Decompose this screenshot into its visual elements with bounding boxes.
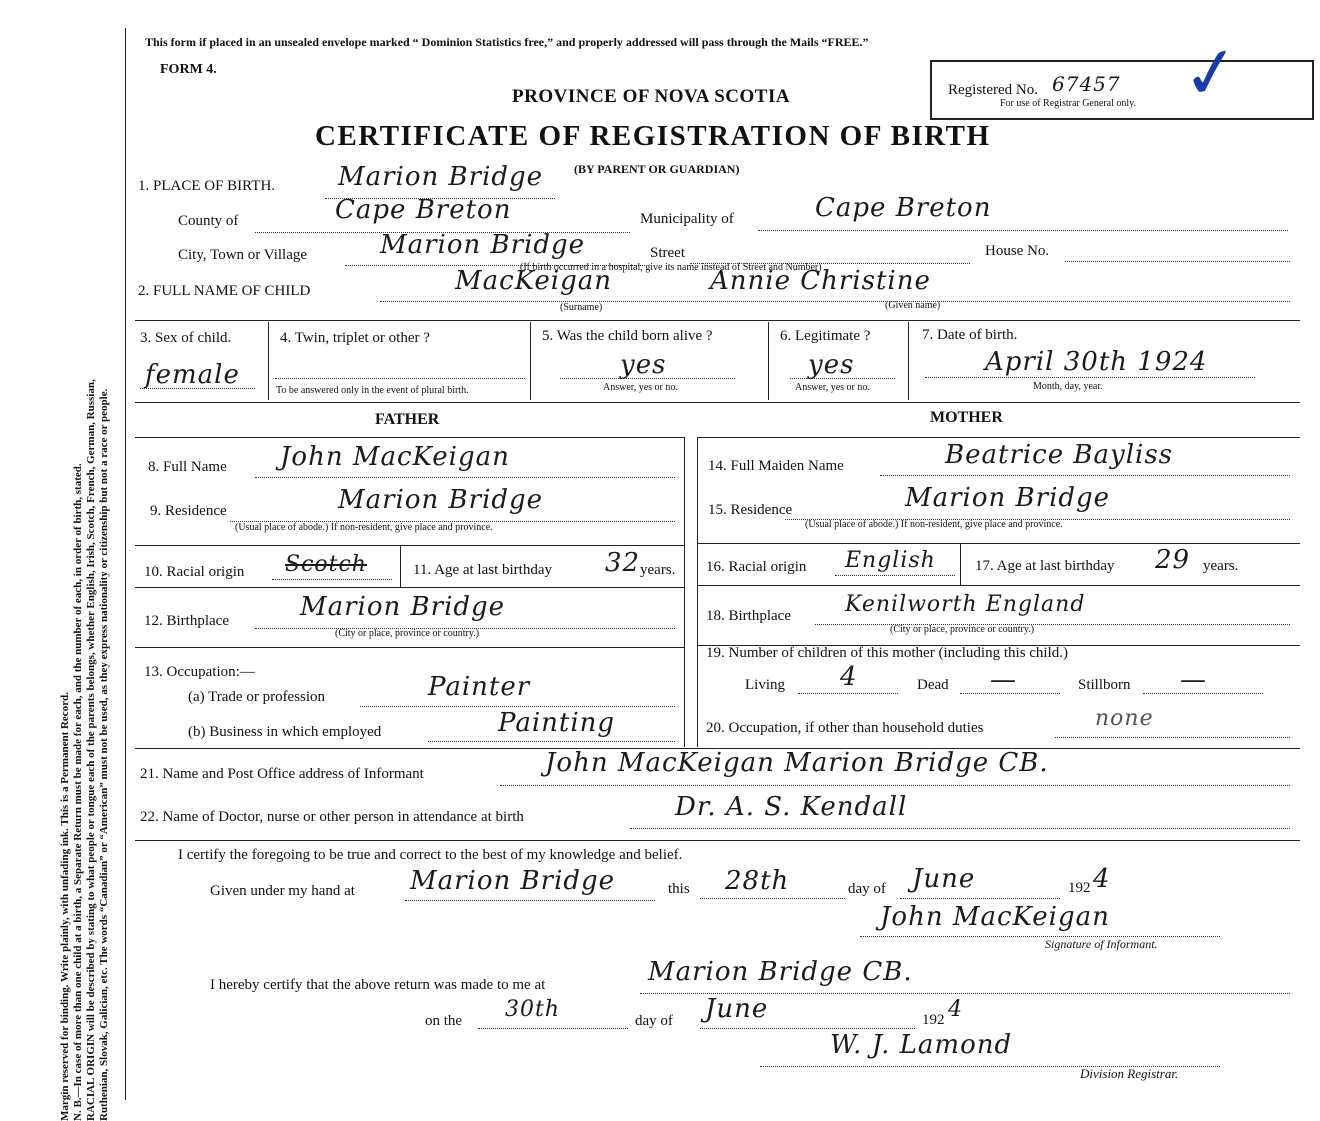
father-residence-value: Marion Bridge: [338, 485, 544, 515]
given-caption: (Given name): [885, 300, 941, 311]
place-label: 1. PLACE OF BIRTH.: [138, 178, 276, 194]
father-business-value: Painting: [498, 708, 616, 738]
father-age-label: 11. Age at last birthday: [413, 562, 552, 578]
dob-value: April 30th 1924: [985, 347, 1208, 377]
twin-label: 4. Twin, triplet or other ?: [280, 330, 430, 346]
father-birthplace-value: Marion Bridge: [300, 592, 506, 622]
year-suffix: 4: [1093, 864, 1111, 894]
house-label: House No.: [985, 243, 1050, 259]
dead-label: Dead: [917, 677, 949, 693]
legit-note: Answer, yes or no.: [795, 382, 870, 393]
registrar-text: I hereby certify that the above return was made to me at: [210, 977, 546, 993]
father-heading: FATHER: [375, 411, 440, 428]
father-business-label: (b) Business in which employed: [188, 724, 382, 740]
stillborn-value: —: [1180, 665, 1207, 695]
registered-box: [930, 28, 1314, 120]
registrar-day: 30th: [505, 997, 561, 1022]
certify-text: I certify the foregoing to be true and correct to the best of my knowledge and belief.: [178, 847, 683, 863]
registrar-year-suffix: 4: [948, 997, 963, 1022]
mother-years: years.: [1203, 558, 1239, 574]
given-label: Given under my hand at: [210, 883, 355, 899]
county-label: County of: [178, 213, 239, 229]
father-name-label: 8. Full Name: [148, 459, 227, 475]
mother-birthplace-label: 18. Birthplace: [706, 608, 791, 624]
father-residence-label: 9. Residence: [150, 503, 227, 519]
mother-age-value: 29: [1155, 545, 1191, 575]
living-value: 4: [840, 662, 858, 692]
father-trade-label: (a) Trade or profession: [188, 689, 326, 705]
alive-label: 5. Was the child born alive ?: [542, 328, 713, 344]
given-day: 28th: [725, 866, 790, 896]
doctor-label: 22. Name of Doctor, nurse or other person in attendance at birth: [140, 809, 524, 825]
signature-caption: Signature of Informant.: [1045, 937, 1158, 951]
registrar-note: For use of Registrar General only.: [1000, 98, 1136, 109]
registrar-day-of: day of: [635, 1013, 673, 1029]
alive-note: Answer, yes or no.: [603, 382, 678, 393]
informant-label: 21. Name and Post Office address of Informant: [140, 766, 424, 782]
child-given-name: Annie Christine: [710, 266, 931, 296]
year-prefix: 192: [1068, 880, 1091, 896]
street-label: Street: [650, 245, 685, 261]
mother-residence-note: (Usual place of abode.) If non-resident, give place and province.: [805, 519, 1063, 530]
check-mark-icon: ✓: [1176, 28, 1247, 118]
child-surname: MacKeigan: [455, 266, 613, 296]
alive-value: yes: [620, 350, 667, 380]
surname-caption: (Surname): [560, 302, 603, 313]
registrar-month: June: [705, 994, 769, 1024]
registrar-year-prefix: 192: [922, 1012, 945, 1028]
mother-age-label: 17. Age at last birthday: [975, 558, 1115, 574]
mother-name-value: Beatrice Bayliss: [945, 440, 1174, 470]
father-occupation-label: 13. Occupation:—: [144, 664, 255, 680]
father-birthplace-note: (City or place, province or country.): [335, 628, 480, 639]
given-place: Marion Bridge: [410, 866, 616, 896]
father-years: years.: [640, 562, 676, 578]
city-label: City, Town or Village: [178, 247, 308, 263]
informant-value: John MacKeigan Marion Bridge CB.: [545, 748, 1049, 778]
father-name-value: John MacKeigan: [280, 442, 510, 472]
dob-note: Month, day, year.: [1033, 381, 1103, 392]
municipality-value: Cape Breton: [815, 193, 992, 223]
mother-birthplace-value: Kenilworth England: [845, 592, 1086, 617]
margin-line: [125, 28, 126, 1100]
children-label: 19. Number of children of this mother (including this child.): [706, 645, 1069, 661]
sex-value: female: [145, 360, 240, 390]
father-birthplace-label: 12. Birthplace: [144, 613, 229, 629]
mother-name-label: 14. Full Maiden Name: [708, 458, 844, 474]
form-number: FORM 4.: [160, 62, 217, 77]
margin-instructions: Margin reserved for binding. Write plainly, with unfading ink. This is a Permanent Record. N. B.—In case of more than one child at a birth, a Separate Return must be made for each, and the number of each, in order of birth, stated. RACIAL ORIGIN will be described by stating to what people or tongue each of the parents belongs, whether English, Irish, Scotch, French, German, Russian, Ruthenian, Slovak, Galician, etc. The words “Canadian” or “American” must not be used, as they express nationality or citizenship but not a race or people.: [59, 379, 110, 1121]
city-value: Marion Bridge: [380, 230, 586, 260]
doctor-value: Dr. A. S. Kendall: [675, 792, 908, 822]
this-label: this: [668, 881, 690, 897]
father-age-value: 32: [605, 548, 641, 578]
mother-occupation-value: none: [1095, 706, 1154, 731]
mother-residence-label: 15. Residence: [708, 502, 793, 518]
given-month: June: [912, 864, 976, 894]
mother-race-value: English: [845, 548, 936, 573]
county-value: Cape Breton: [335, 195, 512, 225]
stillborn-label: Stillborn: [1078, 677, 1131, 693]
legit-value: yes: [808, 350, 855, 380]
father-race-label: 10. Racial origin: [144, 564, 245, 580]
mother-occupation-label: 20. Occupation, if other than household duties: [706, 720, 984, 736]
twin-note: To be answered only in the event of plural birth.: [276, 385, 469, 396]
father-residence-note: (Usual place of abode.) If non-resident, give place and province.: [235, 522, 493, 533]
registered-label: Registered No.: [948, 82, 1038, 98]
certificate-title: CERTIFICATE OF REGISTRATION OF BIRTH: [315, 120, 991, 152]
registrar-signature: W. J. Lamond: [830, 1030, 1013, 1060]
father-race-value: Scotch: [285, 552, 367, 577]
mother-race-label: 16. Racial origin: [706, 559, 807, 575]
child-name-label: 2. FULL NAME OF CHILD: [138, 283, 311, 299]
on-the-label: on the: [425, 1013, 463, 1029]
place-value: Marion Bridge: [338, 162, 544, 192]
sex-label: 3. Sex of child.: [140, 330, 232, 346]
certificate-subtitle: (BY PARENT OR GUARDIAN): [574, 162, 740, 176]
living-label: Living: [745, 677, 785, 693]
mother-birthplace-note: (City or place, province or country.): [890, 624, 1035, 635]
mother-heading: MOTHER: [930, 409, 1003, 426]
day-of-label: day of: [848, 881, 886, 897]
registered-number: 67457: [1052, 72, 1121, 96]
mail-note: This form if placed in an unsealed envelope marked “ Dominion Statistics free,” and properly addressed will pass through the Mails “FREE.”: [145, 35, 869, 49]
hospital-note: (If birth occurred in a hospital, give its name instead of Street and Number): [520, 262, 822, 273]
registrar-caption: Division Registrar.: [1080, 1066, 1179, 1081]
father-trade-value: Painter: [428, 672, 531, 702]
municipality-label: Municipality of: [640, 211, 734, 227]
province-title: PROVINCE OF NOVA SCOTIA: [512, 86, 791, 107]
dead-value: —: [990, 665, 1017, 695]
dob-label: 7. Date of birth.: [922, 327, 1018, 343]
legit-label: 6. Legitimate ?: [780, 328, 871, 344]
registrar-place: Marion Bridge CB.: [648, 957, 913, 987]
informant-signature: John MacKeigan: [880, 902, 1110, 932]
mother-residence-value: Marion Bridge: [905, 483, 1111, 513]
